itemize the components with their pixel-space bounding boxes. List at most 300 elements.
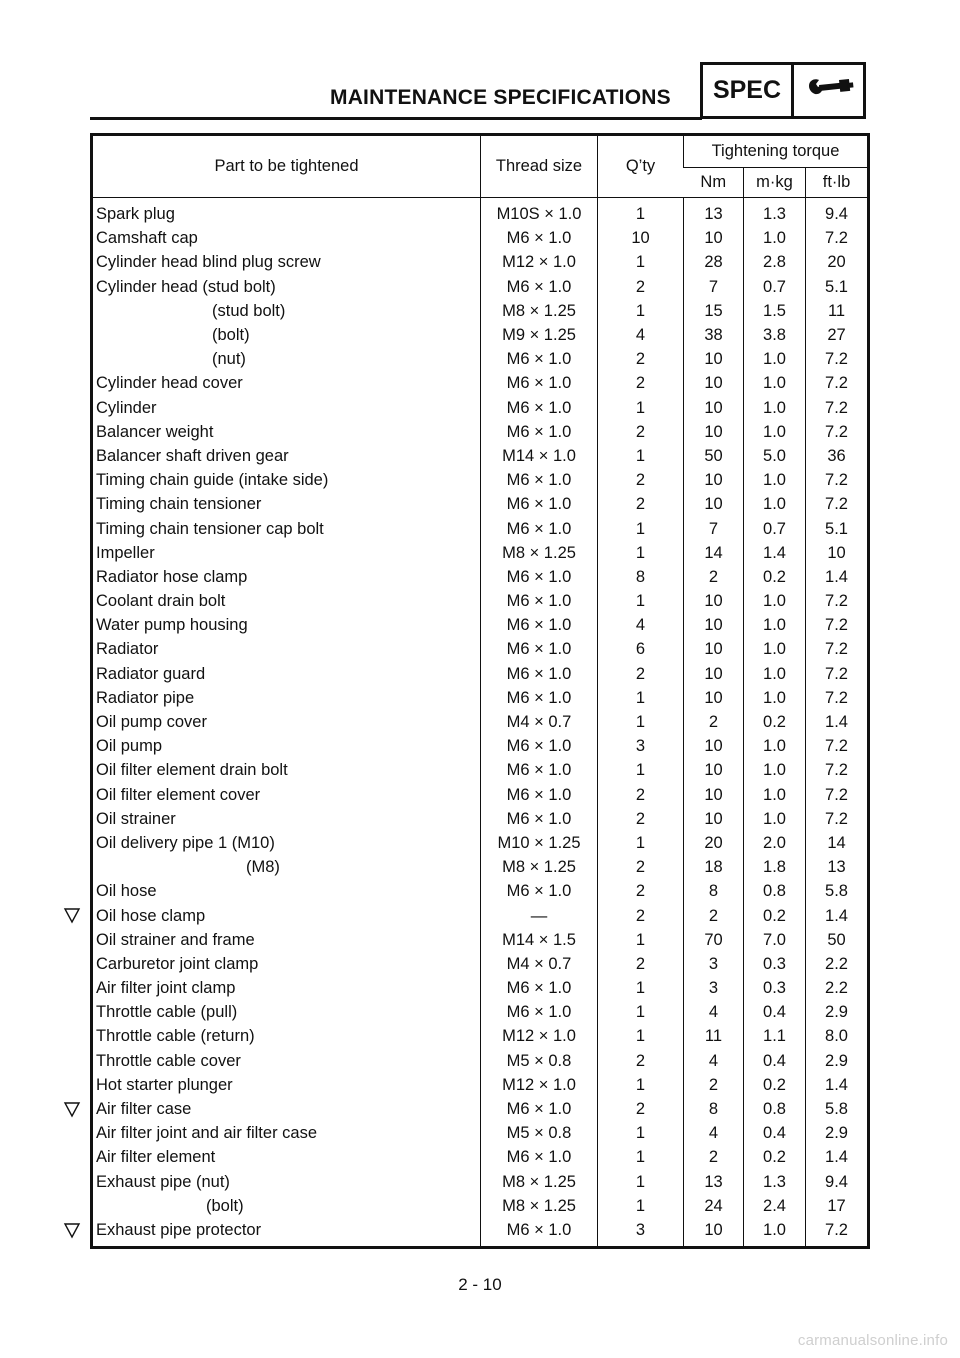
header-rule <box>90 117 702 120</box>
torque-mkg-cell: 0.8 <box>744 879 806 903</box>
torque-ftlb-cell: 7.2 <box>806 637 869 661</box>
torque-mkg-cell: 2.4 <box>744 1194 806 1218</box>
torque-mkg-cell: 1.0 <box>744 371 806 395</box>
torque-nm-cell: 10 <box>684 396 744 420</box>
torque-nm-cell: 70 <box>684 928 744 952</box>
torque-nm-cell: 10 <box>684 492 744 516</box>
qty-cell: 3 <box>598 1218 684 1248</box>
part-name: Timing chain guide (intake side) <box>96 471 329 490</box>
torque-nm-cell: 11 <box>684 1024 744 1048</box>
table-row <box>92 275 869 299</box>
table-row <box>92 1194 869 1218</box>
torque-nm-cell: 10 <box>684 807 744 831</box>
table-row <box>92 565 869 589</box>
part-name: Oil pump cover <box>96 713 207 732</box>
table-row <box>92 444 869 468</box>
torque-mkg-cell: 1.1 <box>744 1024 806 1048</box>
torque-nm-cell: 4 <box>684 1121 744 1145</box>
torque-ftlb-cell: 5.8 <box>806 1097 869 1121</box>
torque-ftlb-cell: 7.2 <box>806 662 869 686</box>
torque-nm-cell: 10 <box>684 371 744 395</box>
torque-mkg-cell: 0.4 <box>744 1049 806 1073</box>
part-cell <box>92 589 481 613</box>
part-name: (nut) <box>212 350 246 369</box>
torque-mkg-cell: 1.0 <box>744 637 806 661</box>
thread-size-cell: M6 × 1.0 <box>481 783 598 807</box>
qty-cell: 1 <box>598 1170 684 1194</box>
part-cell <box>92 831 481 855</box>
part-cell <box>92 516 481 540</box>
table-row <box>92 686 869 710</box>
thread-size-cell: M10S × 1.0 <box>481 198 598 227</box>
qty-cell: 2 <box>598 807 684 831</box>
torque-mkg-cell: 1.0 <box>744 396 806 420</box>
torque-nm-cell: 10 <box>684 662 744 686</box>
qty-cell: 1 <box>598 516 684 540</box>
part-name: Oil filter element cover <box>96 785 261 804</box>
table-row <box>92 371 869 395</box>
part-cell <box>92 1073 481 1097</box>
thread-size-cell: M12 × 1.0 <box>481 1024 598 1048</box>
torque-mkg-cell: 1.0 <box>744 589 806 613</box>
qty-cell: 10 <box>598 226 684 250</box>
qty-cell: 1 <box>598 1000 684 1024</box>
thread-size-cell: M5 × 0.8 <box>481 1049 598 1073</box>
qty-cell: 6 <box>598 637 684 661</box>
table-row <box>92 662 869 686</box>
table-row <box>92 855 869 879</box>
thread-size-cell: M6 × 1.0 <box>481 1145 598 1169</box>
part-name: Exhaust pipe (nut) <box>96 1172 230 1191</box>
thread-size-cell: M6 × 1.0 <box>481 420 598 444</box>
qty-cell: 1 <box>598 1024 684 1048</box>
thread-size-cell: M4 × 0.7 <box>481 710 598 734</box>
torque-mkg-cell: 1.0 <box>744 1218 806 1248</box>
torque-ftlb-cell: 7.2 <box>806 226 869 250</box>
thread-size-cell: M12 × 1.0 <box>481 1073 598 1097</box>
torque-mkg-cell: 1.8 <box>744 855 806 879</box>
wrench-icon <box>794 65 863 116</box>
torque-ftlb-cell: 9.4 <box>806 1170 869 1194</box>
thread-size-cell: M6 × 1.0 <box>481 807 598 831</box>
torque-ftlb-cell: 2.2 <box>806 976 869 1000</box>
table-row <box>92 710 869 734</box>
table-row <box>92 758 869 782</box>
part-name: (bolt) <box>212 326 250 345</box>
part-name: Timing chain tensioner <box>96 495 262 514</box>
part-cell <box>92 1145 481 1169</box>
qty-cell: 1 <box>598 198 684 227</box>
qty-cell: 1 <box>598 928 684 952</box>
part-cell <box>92 541 481 565</box>
part-name: (stud bolt) <box>212 301 286 320</box>
thread-size-cell: M8 × 1.25 <box>481 541 598 565</box>
torque-ftlb-cell: 7.2 <box>806 347 869 371</box>
torque-nm-cell: 2 <box>684 710 744 734</box>
torque-nm-cell: 10 <box>684 613 744 637</box>
torque-mkg-cell: 1.0 <box>744 686 806 710</box>
spec-badge <box>700 62 866 119</box>
torque-nm-cell: 38 <box>684 323 744 347</box>
torque-ftlb-cell: 13 <box>806 855 869 879</box>
qty-cell: 2 <box>598 855 684 879</box>
torque-mkg-cell: 1.0 <box>744 662 806 686</box>
torque-ftlb-cell: 1.4 <box>806 565 869 589</box>
table-body <box>92 198 869 1248</box>
torque-mkg-cell: 1.0 <box>744 734 806 758</box>
thread-size-cell: M5 × 0.8 <box>481 1121 598 1145</box>
table-row <box>92 1218 869 1248</box>
table-row <box>92 1145 869 1169</box>
qty-cell: 2 <box>598 492 684 516</box>
torque-mkg-cell: 1.3 <box>744 1170 806 1194</box>
torque-mkg-cell: 0.4 <box>744 1121 806 1145</box>
torque-ftlb-cell: 5.1 <box>806 516 869 540</box>
torque-ftlb-cell: 7.2 <box>806 1218 869 1248</box>
torque-nm-cell: 10 <box>684 1218 744 1248</box>
table-row <box>92 420 869 444</box>
part-cell <box>92 444 481 468</box>
part-name: Timing chain tensioner cap bolt <box>96 519 324 538</box>
table-row <box>92 783 869 807</box>
torque-mkg-cell: 1.0 <box>744 347 806 371</box>
qty-cell: 1 <box>598 589 684 613</box>
qty-cell: 1 <box>598 1145 684 1169</box>
qty-cell: 1 <box>598 1073 684 1097</box>
thread-size-cell: M6 × 1.0 <box>481 347 598 371</box>
torque-nm-cell: 20 <box>684 831 744 855</box>
part-name: Spark plug <box>96 205 175 224</box>
torque-mkg-cell: 2.8 <box>744 250 806 274</box>
thread-size-cell: M6 × 1.0 <box>481 275 598 299</box>
thread-size-cell: M6 × 1.0 <box>481 734 598 758</box>
table-row <box>92 1024 869 1048</box>
table-row <box>92 250 869 274</box>
part-cell <box>92 710 481 734</box>
torque-nm-cell: 50 <box>684 444 744 468</box>
page-title: MAINTENANCE SPECIFICATIONS <box>330 86 671 109</box>
qty-cell: 1 <box>598 1194 684 1218</box>
thread-size-cell: M8 × 1.25 <box>481 299 598 323</box>
part-name: Radiator <box>96 640 159 659</box>
qty-cell: 4 <box>598 323 684 347</box>
part-cell <box>92 1170 481 1194</box>
part-cell <box>92 323 481 347</box>
table-row <box>92 1073 869 1097</box>
part-name: Throttle cable (pull) <box>96 1003 238 1022</box>
page-number: 2 - 10 <box>458 1275 502 1294</box>
part-cell <box>92 1121 481 1145</box>
table-row <box>92 1000 869 1024</box>
torque-nm-cell: 28 <box>684 250 744 274</box>
torque-nm-cell: 3 <box>684 976 744 1000</box>
torque-mkg-cell: 1.0 <box>744 783 806 807</box>
triangle-mark-icon <box>61 905 83 925</box>
torque-mkg-cell: 0.3 <box>744 976 806 1000</box>
part-cell <box>92 613 481 637</box>
part-cell <box>92 198 481 227</box>
part-cell <box>92 1097 481 1121</box>
part-cell <box>92 396 481 420</box>
torque-mkg-cell: 1.3 <box>744 198 806 227</box>
torque-mkg-cell: 2.0 <box>744 831 806 855</box>
part-name: Air filter case <box>96 1100 192 1119</box>
torque-nm-cell: 13 <box>684 1170 744 1194</box>
spec-label: SPEC <box>703 65 794 116</box>
thread-size-cell: M6 × 1.0 <box>481 879 598 903</box>
torque-ftlb-cell: 7.2 <box>806 396 869 420</box>
thread-size-cell: M6 × 1.0 <box>481 565 598 589</box>
torque-mkg-cell: 5.0 <box>744 444 806 468</box>
part-name: Carburetor joint clamp <box>96 954 259 973</box>
torque-mkg-cell: 0.2 <box>744 1073 806 1097</box>
table-row <box>92 976 869 1000</box>
qty-cell: 1 <box>598 758 684 782</box>
thread-size-cell: M6 × 1.0 <box>481 637 598 661</box>
header-ftlb: ft·lb <box>806 168 869 198</box>
torque-mkg-cell: 0.7 <box>744 516 806 540</box>
part-name: Air filter joint and air filter case <box>96 1124 318 1143</box>
qty-cell: 2 <box>598 468 684 492</box>
thread-size-cell: M6 × 1.0 <box>481 758 598 782</box>
torque-mkg-cell: 0.2 <box>744 1145 806 1169</box>
thread-size-cell: M4 × 0.7 <box>481 952 598 976</box>
qty-cell: 2 <box>598 903 684 927</box>
part-name: Cylinder head cover <box>96 374 243 393</box>
torque-nm-cell: 10 <box>684 637 744 661</box>
part-cell <box>92 226 481 250</box>
torque-mkg-cell: 0.8 <box>744 1097 806 1121</box>
torque-nm-cell: 13 <box>684 198 744 227</box>
qty-cell: 1 <box>598 250 684 274</box>
torque-ftlb-cell: 5.8 <box>806 879 869 903</box>
torque-ftlb-cell: 9.4 <box>806 198 869 227</box>
thread-size-cell: M9 × 1.25 <box>481 323 598 347</box>
torque-ftlb-cell: 7.2 <box>806 807 869 831</box>
part-name: Radiator guard <box>96 664 206 683</box>
part-name: Coolant drain bolt <box>96 592 226 611</box>
part-name: Balancer weight <box>96 422 214 441</box>
table-row <box>92 807 869 831</box>
torque-mkg-cell: 0.2 <box>744 710 806 734</box>
torque-ftlb-cell: 14 <box>806 831 869 855</box>
qty-cell: 2 <box>598 879 684 903</box>
qty-cell: 1 <box>598 686 684 710</box>
torque-ftlb-cell: 2.2 <box>806 952 869 976</box>
table-row <box>92 198 869 227</box>
torque-ftlb-cell: 7.2 <box>806 613 869 637</box>
qty-cell: 1 <box>598 976 684 1000</box>
table-row <box>92 879 869 903</box>
qty-cell: 1 <box>598 396 684 420</box>
part-name: (bolt) <box>206 1196 244 1215</box>
torque-nm-cell: 2 <box>684 1073 744 1097</box>
part-name: Exhaust pipe protector <box>96 1220 262 1239</box>
table-row <box>92 226 869 250</box>
table-row <box>92 516 869 540</box>
thread-size-cell: M6 × 1.0 <box>481 1097 598 1121</box>
table-row <box>92 1049 869 1073</box>
qty-cell: 2 <box>598 662 684 686</box>
thread-size-cell: M6 × 1.0 <box>481 396 598 420</box>
table-row <box>92 468 869 492</box>
thread-size-cell: M14 × 1.0 <box>481 444 598 468</box>
torque-mkg-cell: 0.2 <box>744 565 806 589</box>
triangle-mark-icon <box>61 1220 83 1240</box>
header-thread-size: Thread size <box>481 135 598 198</box>
torque-nm-cell: 10 <box>684 758 744 782</box>
table-row <box>92 396 869 420</box>
torque-nm-cell: 10 <box>684 734 744 758</box>
header-part: Part to be tightened <box>214 157 359 175</box>
torque-nm-cell: 8 <box>684 879 744 903</box>
part-cell <box>92 758 481 782</box>
header-nm: Nm <box>684 168 744 198</box>
qty-cell: 1 <box>598 831 684 855</box>
torque-mkg-cell: 1.0 <box>744 468 806 492</box>
part-name: (M8) <box>246 858 280 877</box>
torque-mkg-cell: 1.0 <box>744 613 806 637</box>
thread-size-cell: M6 × 1.0 <box>481 589 598 613</box>
torque-ftlb-cell: 36 <box>806 444 869 468</box>
torque-ftlb-cell: 2.9 <box>806 1121 869 1145</box>
table-row <box>92 1170 869 1194</box>
part-cell <box>92 879 481 903</box>
torque-nm-cell: 10 <box>684 589 744 613</box>
part-cell <box>92 420 481 444</box>
part-name: Oil strainer <box>96 809 176 828</box>
torque-ftlb-cell: 7.2 <box>806 371 869 395</box>
table-row <box>92 734 869 758</box>
torque-ftlb-cell: 7.2 <box>806 492 869 516</box>
thread-size-cell: M6 × 1.0 <box>481 468 598 492</box>
part-cell <box>92 299 481 323</box>
torque-ftlb-cell: 10 <box>806 541 869 565</box>
torque-nm-cell: 10 <box>684 468 744 492</box>
part-name: Cylinder head (stud bolt) <box>96 277 276 296</box>
thread-size-cell: M6 × 1.0 <box>481 516 598 540</box>
qty-cell: 2 <box>598 1049 684 1073</box>
part-name: Air filter element <box>96 1148 216 1167</box>
thread-size-cell: M6 × 1.0 <box>481 662 598 686</box>
qty-cell: 2 <box>598 1097 684 1121</box>
header-tightening-torque: Tightening torque <box>684 135 869 168</box>
qty-cell: 8 <box>598 565 684 589</box>
torque-ftlb-cell: 7.2 <box>806 468 869 492</box>
thread-size-cell: M6 × 1.0 <box>481 1000 598 1024</box>
part-cell <box>92 1194 481 1218</box>
table-row <box>92 541 869 565</box>
part-cell <box>92 468 481 492</box>
torque-ftlb-cell: 11 <box>806 299 869 323</box>
table-row <box>92 589 869 613</box>
torque-mkg-cell: 1.0 <box>744 226 806 250</box>
table-row <box>92 1121 869 1145</box>
part-cell <box>92 662 481 686</box>
part-name: Throttle cable cover <box>96 1051 241 1070</box>
qty-cell: 1 <box>598 710 684 734</box>
thread-size-cell: M6 × 1.0 <box>481 226 598 250</box>
torque-mkg-cell: 7.0 <box>744 928 806 952</box>
part-cell <box>92 1049 481 1073</box>
qty-cell: 2 <box>598 420 684 444</box>
qty-cell: 3 <box>598 734 684 758</box>
torque-mkg-cell: 0.3 <box>744 952 806 976</box>
torque-mkg-cell: 1.0 <box>744 807 806 831</box>
torque-ftlb-cell: 27 <box>806 323 869 347</box>
thread-size-cell: M14 × 1.5 <box>481 928 598 952</box>
part-cell <box>92 783 481 807</box>
torque-mkg-cell: 1.0 <box>744 420 806 444</box>
torque-nm-cell: 18 <box>684 855 744 879</box>
torque-ftlb-cell: 2.9 <box>806 1049 869 1073</box>
torque-nm-cell: 10 <box>684 783 744 807</box>
torque-nm-cell: 3 <box>684 952 744 976</box>
torque-ftlb-cell: 1.4 <box>806 710 869 734</box>
torque-nm-cell: 4 <box>684 1000 744 1024</box>
part-name: Radiator hose clamp <box>96 567 248 586</box>
torque-nm-cell: 2 <box>684 903 744 927</box>
torque-ftlb-cell: 5.1 <box>806 275 869 299</box>
part-cell <box>92 637 481 661</box>
part-name: Oil strainer and frame <box>96 930 255 949</box>
part-cell <box>92 976 481 1000</box>
torque-ftlb-cell: 2.9 <box>806 1000 869 1024</box>
part-name: Oil hose <box>96 882 157 901</box>
part-cell <box>92 492 481 516</box>
torque-nm-cell: 4 <box>684 1049 744 1073</box>
part-cell <box>92 855 481 879</box>
part-cell <box>92 250 481 274</box>
table-row <box>92 613 869 637</box>
table-row <box>92 637 869 661</box>
thread-size-cell: — <box>481 903 598 927</box>
torque-nm-cell: 2 <box>684 565 744 589</box>
torque-ftlb-cell: 1.4 <box>806 903 869 927</box>
torque-mkg-cell: 1.5 <box>744 299 806 323</box>
torque-ftlb-cell: 7.2 <box>806 686 869 710</box>
torque-nm-cell: 10 <box>684 347 744 371</box>
thread-size-cell: M6 × 1.0 <box>481 371 598 395</box>
part-cell <box>92 734 481 758</box>
tightening-torque-table <box>90 133 870 1249</box>
table-row <box>92 492 869 516</box>
thread-size-cell: M8 × 1.25 <box>481 855 598 879</box>
torque-ftlb-cell: 17 <box>806 1194 869 1218</box>
qty-cell: 2 <box>598 783 684 807</box>
part-cell <box>92 686 481 710</box>
qty-cell: 2 <box>598 275 684 299</box>
part-cell <box>92 347 481 371</box>
part-name: Balancer shaft driven gear <box>96 446 289 465</box>
table-row <box>92 299 869 323</box>
torque-nm-cell: 10 <box>684 686 744 710</box>
thread-size-cell: M6 × 1.0 <box>481 613 598 637</box>
torque-nm-cell: 10 <box>684 226 744 250</box>
qty-cell: 2 <box>598 371 684 395</box>
qty-cell: 1 <box>598 541 684 565</box>
torque-ftlb-cell: 7.2 <box>806 420 869 444</box>
torque-nm-cell: 7 <box>684 275 744 299</box>
part-cell <box>92 928 481 952</box>
table-row <box>92 903 869 927</box>
torque-ftlb-cell: 50 <box>806 928 869 952</box>
triangle-mark-icon <box>61 1099 83 1119</box>
torque-mkg-cell: 1.4 <box>744 541 806 565</box>
part-name: Water pump housing <box>96 616 248 635</box>
part-cell <box>92 371 481 395</box>
torque-ftlb-cell: 7.2 <box>806 783 869 807</box>
